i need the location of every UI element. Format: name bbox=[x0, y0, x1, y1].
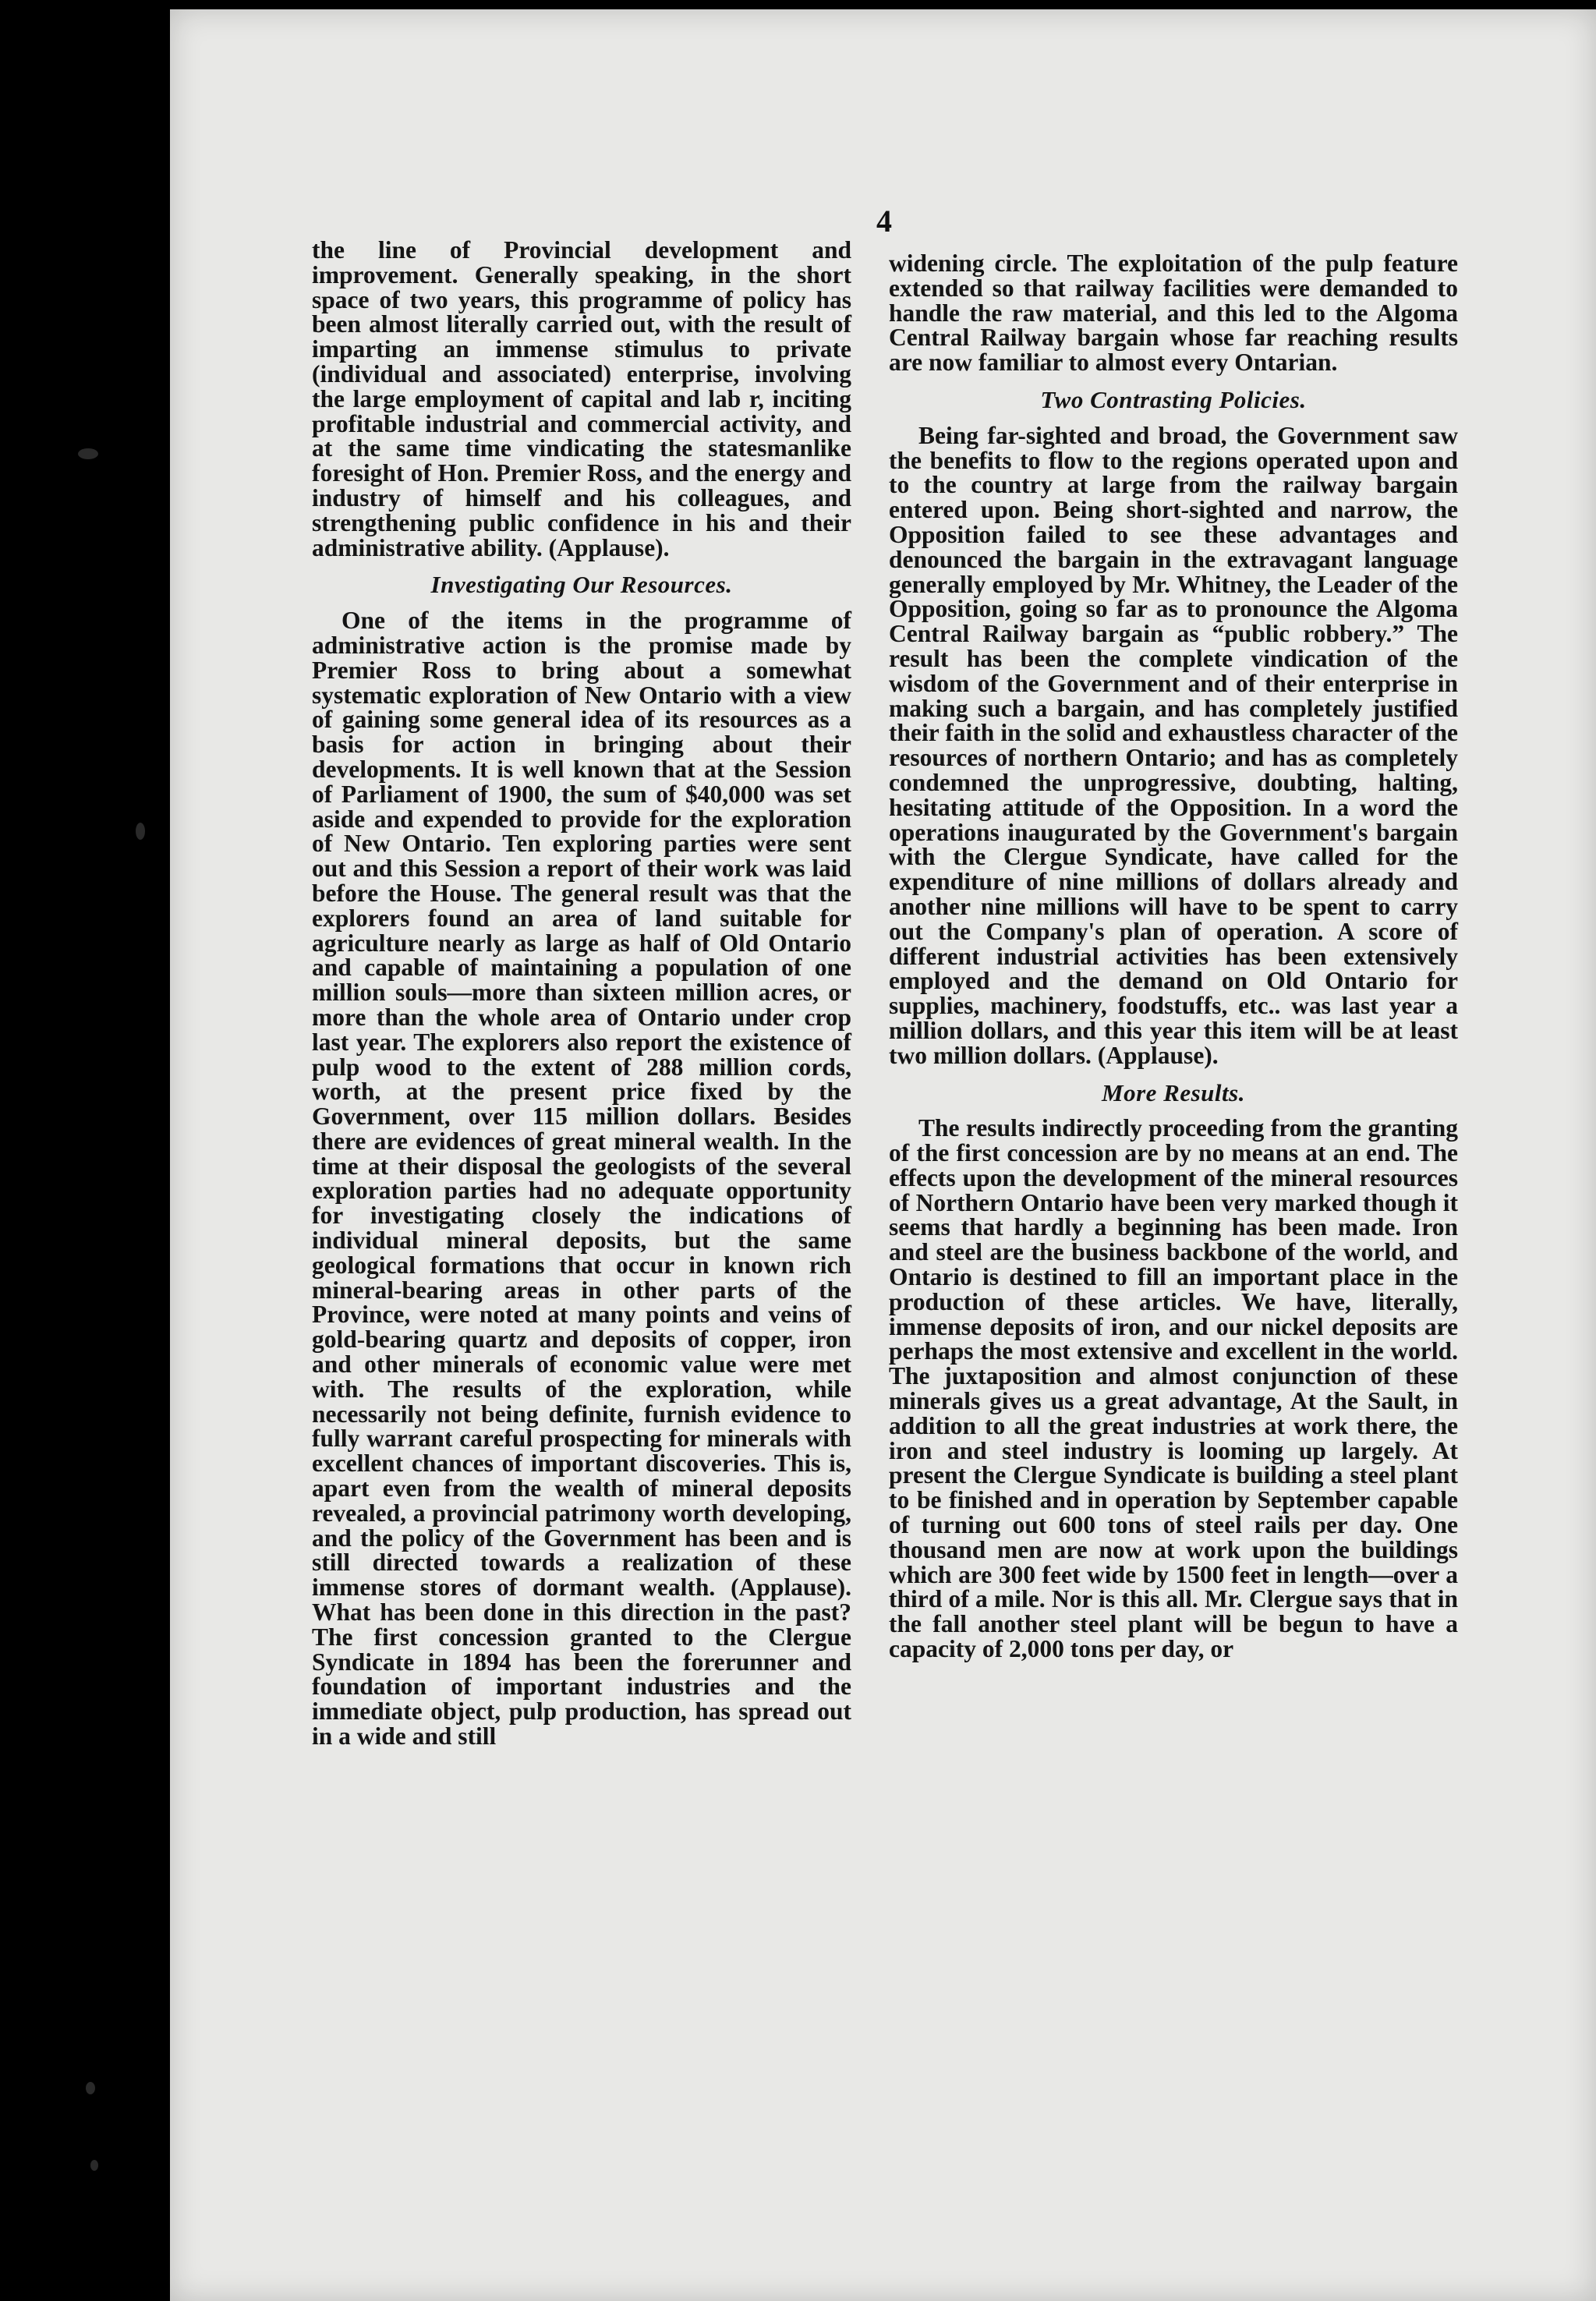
paragraph: widening circle. The exploitation of the pulp feature extended so that railway facilities were demanded to handle the raw material, and this led to the Algoma Central Railway bargain whose far reaching results are now familiar to almost every Ontarian. bbox=[889, 250, 1458, 377]
left-column bbox=[312, 238, 851, 1749]
right-column bbox=[889, 251, 1458, 1662]
scan-speck bbox=[78, 448, 98, 459]
scan-speck bbox=[90, 2160, 98, 2171]
scan-speck bbox=[136, 823, 145, 840]
section-heading: Investigating Our Resources. bbox=[430, 571, 733, 599]
page-number: 4 bbox=[876, 204, 892, 239]
section-heading: More Results. bbox=[1102, 1078, 1245, 1106]
section-heading: Two Contrasting Policies. bbox=[1040, 385, 1307, 413]
paragraph: the line of Provincial development and improvement. Generally speaking, in the short space of two years, this programme of policy has been almost literally carried out, with the result of imparting an immense stimulus to private (individual and associated) enterprise, involving the large employment of capital and lab r, inciting profitable industrial and commercial activity, and at the same time vindicating the statesmanlike foresight of Hon. Premier Ross, and the energy and industry of himself and his colleagues, and strengthening public confidence in his and their administrative ability. (Applause). bbox=[312, 236, 851, 561]
paragraph: One of the items in the programme of administrative action is the promise made by Premier Ross to bring about a somewhat systematic exploration of New Ontario with a view of gaining some general idea of its resources as a basis for action in bringing about their developments. It is well known that at the Session of Parliament of 1900, the sum of $40,000 was set aside and expended to provide for the exploration of New Ontario. Ten exploring parties were sent out and this Session a report of their work was laid before the House. The general result was that the explorers found an area of land suitable for agriculture nearly as large as half of Old Ontario and capable of maintaining a population of one million souls—more than sixteen million acres, or more than the whole area of Ontario under crop last year. The explorers also report the existence of pulp wood to the extent of 288 million cords, worth, at the present price fixed by the Government, over 115 million dollars. Besides there are evidences of great mineral wealth. In the time at their disposal the geologists of the several exploration parties had no adequate opportunity for investigating closely the indications of individual mineral deposits, but the same geological formations that occur in known rich mineral-bearing areas in other parts of the Province, were noted at many points and veins of gold-bearing quartz and deposits of copper, iron and other minerals of economic value were met with. The results of the exploration, while necessarily not being definite, furnish evidence to fully warrant careful prospecting for minerals with excellent chances of important discoveries. This is, apart even from the wealth of mineral deposits revealed, a provincial patrimony worth developing, and the policy of the Government has been and is still directed towards a realization of these immense stores of dormant wealth. (Applause). What has been done in this direction in the past? The first concession granted to the Clergue Syndicate in 1894 has been the forerunner and foundation of important industries and the immediate object, pulp production, has spread out in a wide and still bbox=[312, 607, 851, 1751]
scan-speck bbox=[86, 2082, 95, 2094]
paragraph: The results indirectly proceeding from the granting of the first concession are by no means at an end. The effects upon the development of the mineral resources of Northern Ontario have been very marked though it seems that hardly a beginning has been made. Iron and steel are the business backbone of the world, and Ontario is destined to fill an important place in the production of these articles. We have, literally, immense deposits of iron, and our nickel deposits are perhaps the most extensive and excellent in the world. The juxtaposition and almost conjunction of these minerals gives us a great advantage, At the Sault, in addition to all the great industries at work there, the iron and steel industry is looming up largely. At present the Clergue Syndicate is building a steel plant to be finished and in operation by September capable of turning out 600 tons of steel rails per day. One thousand men are now at work upon the buildings which are 300 feet wide by 1500 feet in length—over a third of a mile. Nor is this all. Mr. Clergue says that in the fall another steel plant will be begun to have a capacity of 2,000 tons per day, or bbox=[889, 1114, 1458, 1663]
paragraph: Being far-sighted and broad, the Government saw the benefits to flow to the regions operated upon and to the country at large from the railway bargain entered upon. Being short-sighted and narrow, the Opposition failed to see these advantages and denounced the bargain in the extravagant language generally employed by Mr. Whitney, the Leader of the Opposition, going so far as to pronounce the Algoma Central Railway bargain as “public robbery.” The result has been the complete vindication of the wisdom of the Government and of their enterprise in making such a bargain, and has completely justified their faith in the solid and exhaustless character of the resources of northern Ontario; and has as completely condemned the unprogressive, doubting, halting, hesitating attitude of the Opposition. In a word the operations inaugurated by the Government's bargain with the Clergue Syndicate, have called for the expenditure of nine millions of dollars already and another nine millions will have to be spent to carry out the Company's plan of operation. A score of different industrial activities has been extensively employed and the demand on Old Ontario for supplies, machinery, foodstuffs, etc.. was last year a million dollars, and this year this item will be at least two million dollars. (Applause). bbox=[889, 421, 1458, 1069]
